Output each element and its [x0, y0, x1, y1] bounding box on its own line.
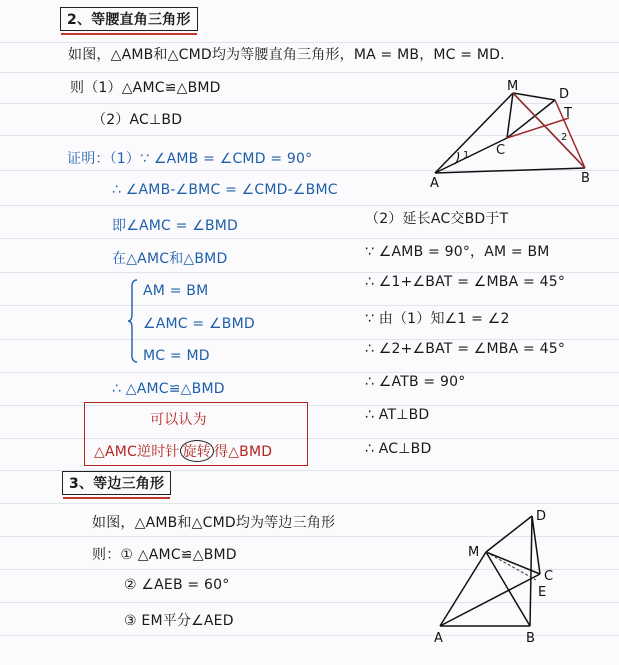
fig1-label-2: 2 — [561, 132, 568, 143]
brace-line: MC = MD — [143, 348, 210, 364]
proof-line: 即∠AMC = ∠BMD — [112, 218, 239, 234]
rotation-circled: 旋转 — [180, 440, 214, 462]
brace-line: ∠AMC = ∠BMD — [143, 316, 255, 332]
right-proof-line: ∴ ∠2+∠BAT = ∠MBA = 45° — [365, 341, 566, 357]
brace-line: AM = BM — [143, 283, 209, 299]
fig1-label-b: B — [581, 171, 590, 186]
section3-conclusion-1: 则：① △AMC≌△BMD — [92, 547, 237, 563]
right-proof-line: （2）延长AC交BD于T — [365, 211, 509, 227]
right-proof-line: ∵ ∠AMB = 90°，AM = BM — [365, 244, 550, 260]
right-proof-line: ∴ AT⊥BD — [365, 407, 430, 423]
proof-line: 证明：（1）∵ ∠AMB = ∠CMD = 90° — [67, 151, 313, 167]
rotation-note-body: △AMC逆时针 旋转 得△BMD — [94, 440, 272, 462]
fig1-label-1: 1 — [463, 150, 470, 161]
section3-intro: 如图，△AMB和△CMD均为等边三角形 — [92, 515, 336, 531]
fig2-label-c: C — [544, 569, 554, 584]
right-proof-line: ∴ ∠ATB = 90° — [365, 374, 466, 390]
section3-conclusion-3: ③ EM平分∠AED — [124, 613, 234, 629]
proof-line: ∴ ∠AMB-∠BMC = ∠CMD-∠BMC — [112, 182, 338, 198]
figure-equilateral — [432, 508, 572, 648]
fig2-label-d: D — [536, 509, 547, 524]
proof-conclusion: ∴ △AMC≌△BMD — [112, 381, 225, 397]
right-proof-line: ∵ 由（1）知∠1 = ∠2 — [365, 311, 510, 327]
section2-conclusion-1: 则（1）△AMC≌△BMD — [70, 80, 221, 96]
fig1-label-t: T — [564, 106, 572, 121]
section3-header: 3、等边三角形 — [62, 471, 171, 495]
rotation-note-title: 可以认为 — [150, 412, 207, 428]
right-proof-line: ∴ ∠1+∠BAT = ∠MBA = 45° — [365, 274, 566, 290]
brace-icon — [128, 278, 138, 364]
fig2-label-a: A — [434, 631, 443, 646]
fig1-label-c: C — [496, 143, 506, 158]
fig1-label-m: M — [507, 79, 519, 94]
section2-intro: 如图，△AMB和△CMD均为等腰直角三角形，MA = MB，MC = MD. — [68, 47, 505, 63]
fig2-label-m: M — [468, 545, 480, 560]
proof-line: 在△AMC和△BMD — [112, 251, 228, 267]
right-proof-line: ∴ AC⊥BD — [365, 441, 432, 457]
fig2-label-b: B — [526, 631, 535, 646]
fig1-label-d: D — [559, 87, 570, 102]
section2-conclusion-2: （2）AC⊥BD — [92, 112, 183, 128]
section3-conclusion-2: ② ∠AEB = 60° — [124, 577, 230, 593]
figure-isosceles-right — [425, 78, 605, 190]
fig2-label-e: E — [538, 585, 547, 600]
fig1-label-a: A — [430, 176, 439, 191]
section2-header: 2、等腰直角三角形 — [60, 7, 198, 31]
